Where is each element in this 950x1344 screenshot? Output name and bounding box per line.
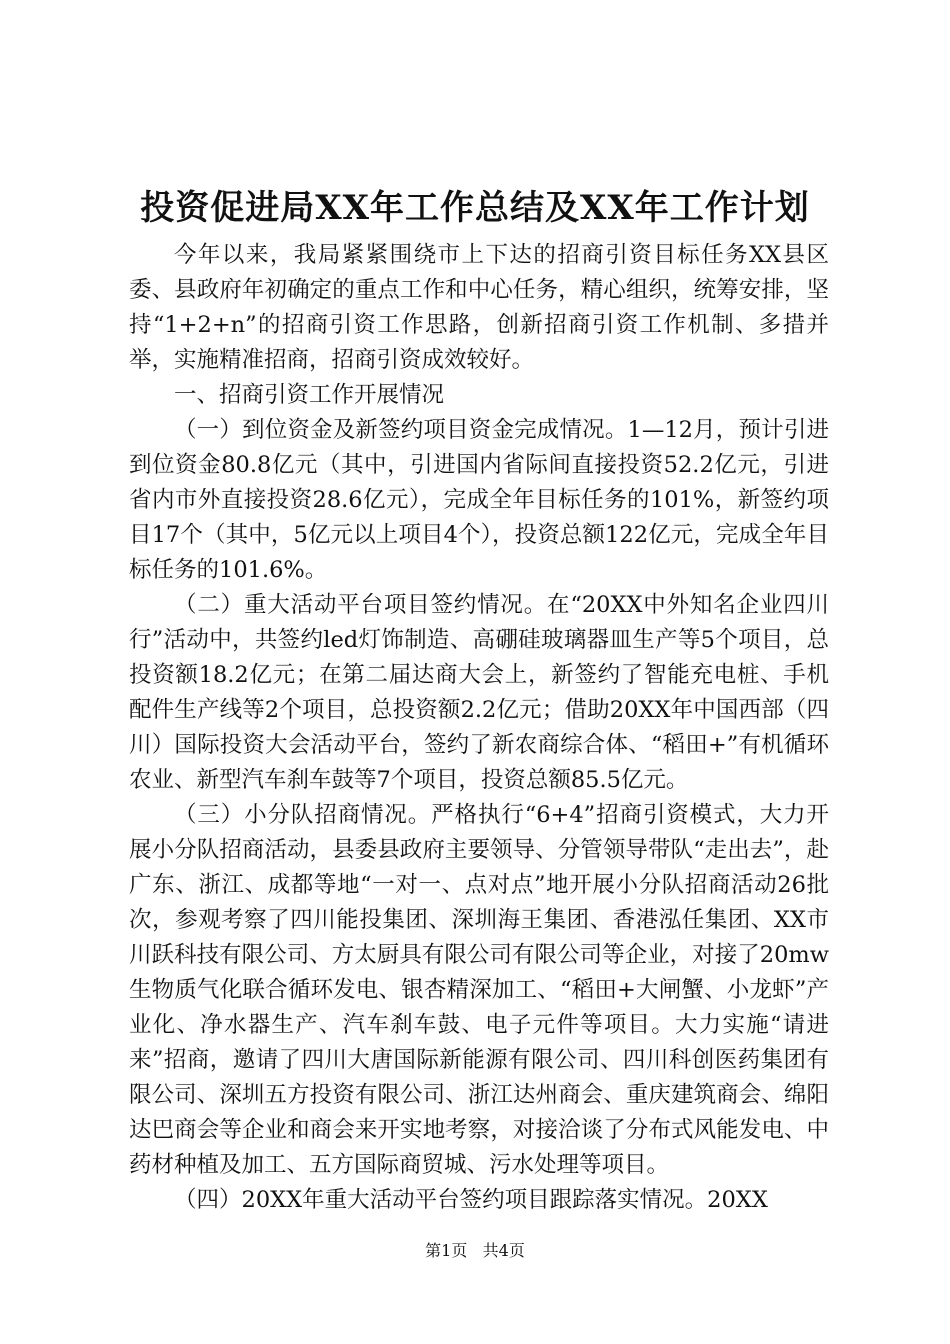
footer-spacer <box>472 1241 477 1260</box>
page-footer <box>0 1240 950 1262</box>
paragraph-major-events: （二）重大活动平台项目签约情况。在“20XX中外知名企业四川行”活动中，共签约led灯饰制造、高硼硅玻璃器皿生产等5个项目，总投资额18.2亿元；在第二届达商大会上，新签约了智能充电桩、手机配件生产线等2个项目，总投资额2.2亿元；借助20XX年中国西部（四川）国际投资大会活动平台，签约了新农商综合体、“稻田+”有机循环农业、新型汽车刹车鼓等7个项目，投资总额85.5亿元。 <box>129 592 829 793</box>
paragraph-team-investment: （三）小分队招商情况。严格执行“6+4”招商引资模式，大力开展小分队招商活动，县委县政府主要领导、分管领导带队“走出去”，赴广东、浙江、成都等地“一对一、点对点”地开展小分队招商活动26批次，参观考察了四川能投集团、深圳海王集团、香港泓任集团、XX市川跃科技有限公司、方太厨具有限公司有限公司等企业，对接了20mw生物质气化联合循环发电、银杏精深加工、“稻田+大闸蟹、小龙虾”产业化、净水器生产、汽车刹车鼓、电子元件等项目。大力实施“请进来”招商，邀请了四川大唐国际新能源有限公司、四川科创医药集团有限公司、深圳五方投资有限公司、浙江达州商会、重庆建筑商会、绵阳达巴商会等企业和商会来开实地考察，对接洽谈了分布式风能发电、中药材种植及加工、五方国际商贸城、污水处理等项目。 <box>129 802 829 1178</box>
section-heading: 一、招商引资工作开展情况 <box>174 382 445 408</box>
document-title: 投资促进局XX年工作总结及XX年工作计划 <box>140 188 810 228</box>
paragraph-intro: 今年以来，我局紧紧围绕市上下达的招商引资目标任务XX县区委、县政府年初确定的重点工作和中心任务，精心组织，统筹安排，坚持“1+2+n”的招商引资工作思路，创新招商引资工作机制、多措并举，实施精准招商，招商引资成效较好。 <box>129 242 829 373</box>
paragraph-follow-up: （四）20XX年重大活动平台签约项目跟踪落实情况。20XX <box>174 1187 768 1213</box>
document-body <box>129 238 829 1218</box>
paragraph-funds: （一）到位资金及新签约项目资金完成情况。1—12月，预计引进到位资金80.8亿元（其中，引进国内省际间直接投资52.2亿元，引进省内市外直接投资28.6亿元），完成全年目标任务的101%，新签约项目17个（其中，5亿元以上项目4个），投资总额122亿元，完成全年目标任务的101.6%。 <box>129 417 829 583</box>
page-number: 第1页 <box>425 1241 468 1260</box>
total-pages: 共4页 <box>482 1241 525 1260</box>
